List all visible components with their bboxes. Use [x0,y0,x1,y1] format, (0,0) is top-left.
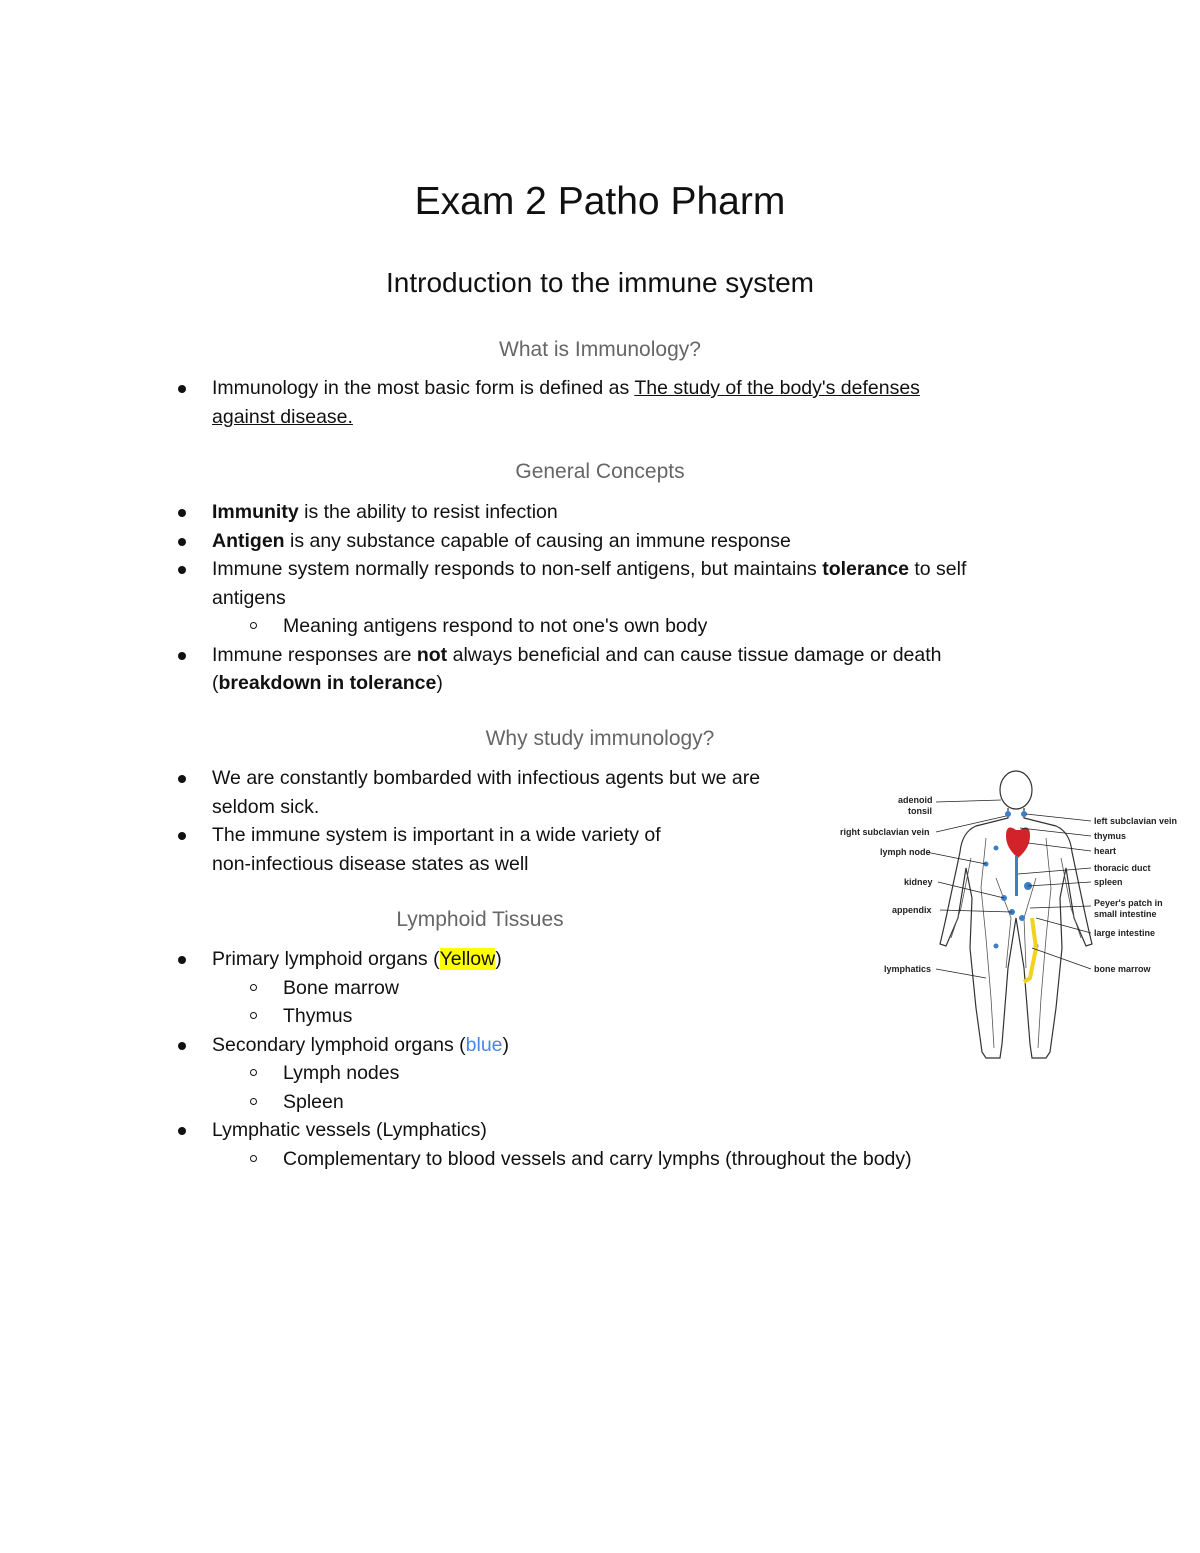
term-breakdown: breakdown in tolerance [218,672,437,694]
label-peyers-patch: Peyer's patch in [1094,898,1163,908]
item-text: Immune system normally responds to non-self antigens, but maintains [212,558,823,580]
term-immunity: Immunity [212,501,299,523]
heading-why-study: Why study immunology? [485,727,715,750]
label-lymphatics: lymphatics [884,964,932,974]
definition-underlined-cont: against disease. [212,405,353,428]
sub-list-item [0,974,912,1003]
label-left-subclavian-vein: left subclavian vein [1094,816,1178,826]
bone-marrow-icon [1024,918,1036,982]
highlight-yellow-word: Yellow [439,948,496,970]
item-text: seldom sick. [212,795,320,818]
concepts-list [0,498,966,698]
item-text: ( [212,672,219,694]
item-text: Spleen [283,1090,344,1113]
heading-lymphoid-tissues: Lymphoid Tissues [396,908,564,931]
sub-list-item [0,1002,912,1031]
label-small-intestine: small intestine [1094,909,1157,919]
sub-list-item [0,1088,912,1117]
blue-word: blue [465,1033,503,1056]
bullet-icon [178,385,186,393]
list-item [0,498,966,527]
item-text: We are constantly bombarded with infectious agents but we are [212,767,761,789]
list-item [0,641,966,698]
bullet-icon [178,538,186,546]
thoracic-duct-icon [1015,856,1018,896]
item-text: is the ability to resist infection [298,501,558,523]
bullet-icon [178,956,186,964]
item-text: to self [908,558,967,580]
document-title: Exam 2 Patho Pharm [414,180,786,223]
sub-list-item [0,1145,912,1174]
label-large-intestine: large intestine [1094,928,1156,938]
item-text: Immunology in the most basic form is defined as [212,377,635,399]
list-item [0,555,966,612]
bullet-icon [178,566,186,574]
circle-bullet-icon [250,984,257,991]
bullet-icon [178,1127,186,1135]
label-lymph-node: lymph node [880,847,931,857]
label-kidney: kidney [904,877,933,887]
figure-right-labels [1094,816,1177,974]
list-item [0,1031,912,1060]
label-tonsil: tonsil [908,806,932,816]
figure-leader-lines [926,800,1091,978]
list-item [0,374,920,431]
item-text: ) [502,1033,510,1056]
document-subtitle: Introduction to the immune system [386,267,814,298]
circle-bullet-icon [250,1098,257,1105]
body-outline-icon [940,771,1092,1058]
item-text: Immune responses are [212,643,417,666]
label-heart: heart [1094,846,1117,856]
item-text: The immune system is important in a wide variety of [212,824,661,846]
item-text: Secondary lymphoid organs ( [212,1033,466,1056]
bullet-icon [178,509,186,517]
heading-what-is-immunology: What is Immunology? [499,338,701,361]
item-text: always beneficial and can cause tissue damage or death [447,643,942,666]
list-item [0,764,760,821]
label-adenoid: adenoid [898,795,933,805]
item-text: Complementary to blood vessels and carry lymphs (throughout the body) [283,1147,912,1170]
item-text: Lymph nodes [283,1062,400,1084]
label-thoracic-duct: thoracic duct [1094,863,1151,873]
lymphatic-system-figure [836,768,1188,1068]
list-item [0,527,966,556]
item-text: antigens [212,586,286,609]
label-bone-marrow: bone marrow [1094,964,1151,974]
sub-list-item [0,612,966,641]
bullet-icon [178,652,186,660]
item-text: Primary lymphoid organs ( [212,948,440,970]
list-item [0,1116,912,1145]
item-text: Bone marrow [283,976,399,999]
circle-bullet-icon [250,622,257,629]
label-appendix: appendix [892,905,932,915]
label-spleen: spleen [1094,877,1123,887]
bullet-icon [178,1042,186,1050]
why-list [0,764,760,878]
bullet-icon [178,832,186,840]
label-thymus: thymus [1094,831,1127,841]
bullet-icon [178,775,186,783]
item-text: ) [436,672,443,694]
item-text: ) [495,948,502,970]
term-tolerance: tolerance [822,558,909,580]
item-text: is any substance capable of causing an immune response [284,529,791,552]
lymphoid-list [0,945,912,1173]
circle-bullet-icon [250,1069,257,1076]
item-text: Lymphatic vessels (Lymphatics) [212,1119,487,1141]
term-antigen: Antigen [212,529,285,552]
item-text: Thymus [283,1005,353,1027]
item-text: non-infectious disease states as well [212,852,529,875]
label-right-subclavian-vein: right subclavian vein [840,827,930,837]
sub-list-item [0,1059,912,1088]
list-item [0,821,760,878]
list-item [0,945,912,974]
circle-bullet-icon [250,1012,257,1019]
figure-left-labels [840,795,933,974]
circle-bullet-icon [250,1155,257,1162]
item-text: Meaning antigens respond to not one's own body [283,615,708,637]
immunology-list [0,374,920,431]
heart-icon [1006,828,1030,858]
definition-underlined: The study of the body's defenses [634,377,920,399]
term-not: not [416,643,448,666]
heading-general-concepts: General Concepts [515,460,685,483]
